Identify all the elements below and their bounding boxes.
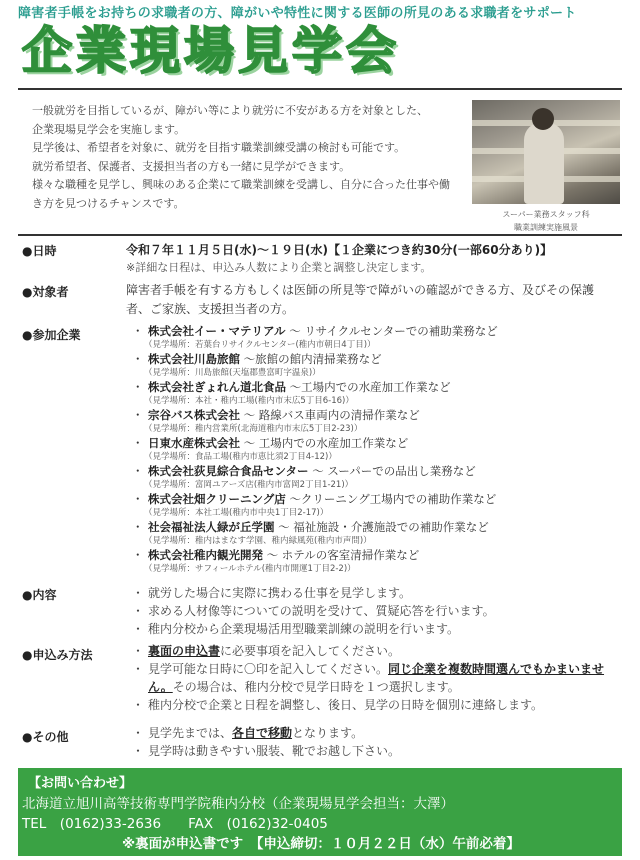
- divider: [18, 88, 622, 90]
- company-desc: ～ リサイクルセンターでの補助業務など: [289, 324, 498, 338]
- company-location: （見学場所：サフィールホテル(稚内市開運1丁目2-2)）: [144, 564, 356, 574]
- photo-person: [524, 122, 564, 204]
- company-item: [132, 408, 622, 436]
- company-desc: ～ ホテルの客室清掃作業など: [266, 548, 420, 562]
- company-name: 株式会社イー・マテリアル: [148, 324, 286, 338]
- company-item: [132, 380, 622, 408]
- apply-line: ん。その場合は、稚内分校で見学日時を１つ選択します。: [148, 680, 460, 694]
- other-line: ・ 見学時は動きやすい服装、靴でお越し下さい。: [132, 744, 401, 758]
- header-subtitle: 障害者手帳をお持ちの求職者の方、障がいや特性に関する医師の所見のある求職者をサポート: [18, 6, 577, 21]
- section-label-target: ●対象者: [22, 285, 69, 299]
- bullet: ・: [132, 380, 144, 394]
- company-name: 株式会社荻見綜合食品センター: [148, 464, 309, 478]
- target-line: 障害者手帳を有する方もしくは医師の所見等で障がいの確認ができる方、及びその保護: [126, 283, 595, 297]
- training-photo: [472, 100, 620, 204]
- company-name: 日東水産株式会社: [148, 436, 240, 450]
- company-location: （見学場所：富岡ユアーズ店(稚内市富岡2丁目1-21)）: [144, 480, 354, 490]
- company-desc: ～クリーニング工場内での補助作業など: [289, 492, 497, 506]
- contact-tel-fax: TEL (0162)33-2636 FAX (0162)32-0405: [22, 816, 328, 832]
- contact-label: 【お問い合わせ】: [28, 776, 133, 791]
- intro-line: 一般就労を目指しているが、障がい等により就労に不安がある方を対象とした、: [32, 104, 428, 117]
- bullet: ・: [132, 520, 144, 534]
- company-item: [132, 352, 622, 380]
- company-name: 株式会社ぎょれん道北食品: [148, 380, 286, 394]
- bullet: ・: [132, 464, 144, 478]
- other-line: ・ 見学先までは、各自で移動となります。: [132, 726, 364, 740]
- company-desc: ～工場内での水産加工作業など: [289, 380, 451, 394]
- company-location: （見学場所：本社工場(稚内市中央1丁目2-17)）: [144, 508, 329, 518]
- company-location: （見学場所：食品工場(稚内市恵比須2丁目4-12)）: [144, 452, 337, 462]
- bullet: ・: [132, 324, 144, 338]
- company-desc: ～ スーパーでの品出し業務など: [312, 464, 476, 478]
- company-location: （見学場所：若葉台リサイクルセンター(稚内市朝日4丁目)）: [144, 340, 376, 350]
- target-body: [126, 281, 626, 319]
- photo-caption-line: スーパー業務スタッフ科: [502, 210, 590, 219]
- section-label-companies: ●参加企業: [22, 328, 81, 342]
- apply-line: ・ 見学可能な日時に〇印を記入してください。同じ企業を複数時間選んでもかまいませ: [132, 662, 605, 676]
- deadline-notice: ※裏面が申込書です 【申込締切：１０月２２日（水）午前必着】: [122, 836, 520, 852]
- company-name: 宗谷バス株式会社: [148, 408, 240, 422]
- other-body: [132, 724, 632, 760]
- photo-caption-line: 職業訓練実施風景: [514, 223, 578, 232]
- photo-caption: [472, 208, 620, 234]
- bullet: ・: [132, 548, 144, 562]
- bullet: ・: [132, 408, 144, 422]
- company-item: [132, 492, 622, 520]
- page-title: 企業現場見学会: [22, 22, 400, 80]
- company-item: [132, 548, 622, 576]
- company-name: 株式会社川島旅館: [148, 352, 240, 366]
- intro-line: き方を見つけるチャンスです。: [32, 196, 185, 210]
- company-item: [132, 436, 622, 464]
- content-body: [132, 584, 632, 638]
- bullet: ・: [132, 352, 144, 366]
- intro-line: 見学後は、希望者を対象に、就労を目指す職業訓練受講の検討も可能です。: [32, 141, 406, 154]
- date-note: ※詳細な日程は、申込み人数により企業と調整し決定します。: [126, 261, 432, 274]
- bullet: ・: [132, 492, 144, 506]
- apply-line: ・ 稚内分校で企業と日程を調整し、後日、見学の日時を個別に連絡します。: [132, 698, 544, 712]
- company-desc: ～ 路線バス車両内の清掃作業など: [243, 408, 420, 422]
- company-location: （見学場所：本社・稚内工場(稚内市末広5丁目6-16)）: [144, 396, 354, 406]
- company-item: [132, 464, 622, 492]
- date-main: 令和７年１１月５日(水)～１９日(水)【１企業につき約30分(一部60分あり)】: [126, 243, 553, 257]
- contact-box: [18, 768, 622, 856]
- contact-org: 北海道立旭川高等技術専門学院稚内分校（企業現場見学会担当：大澤）: [22, 796, 454, 812]
- content-item: ・ 求める人材像等についての説明を受けて、質疑応答を行います。: [132, 604, 495, 618]
- company-item: [132, 324, 622, 352]
- bullet: ・: [132, 436, 144, 450]
- company-desc: ～ 工場内での水産加工作業など: [243, 436, 409, 450]
- photo-person-head: [532, 108, 554, 130]
- section-label-apply: ●申込み方法: [22, 648, 93, 662]
- company-desc: ～旅館の館内清掃業務など: [243, 352, 382, 366]
- section-label-content: ●内容: [22, 588, 57, 602]
- company-list: [132, 324, 622, 576]
- date-body: [126, 242, 626, 276]
- content-item: ・ 稚内分校から企業現場活用型職業訓練の説明を行います。: [132, 622, 460, 636]
- company-item: [132, 520, 622, 548]
- company-location: （見学場所：稚内はまなす学園、稚内緑風苑(稚内市声問)）: [144, 536, 372, 546]
- company-location: （見学場所：川島旅館(天塩郡豊富町字温泉)）: [144, 368, 321, 378]
- content-item: ・ 就労した場合に実際に携わる仕事を見学します。: [132, 586, 412, 600]
- company-name: 社会福祉法人緑が丘学園: [148, 520, 275, 534]
- company-location: （見学場所：稚内営業所(北海道稚内市末広5丁目2-23)）: [144, 424, 363, 434]
- target-line: 者、ご家族、支援担当者の方。: [126, 302, 295, 316]
- section-label-date: ●日時: [22, 244, 57, 258]
- company-name: 株式会社畑クリーニング店: [148, 492, 286, 506]
- divider: [18, 234, 622, 236]
- company-name: 株式会社稚内観光開発: [148, 548, 263, 562]
- apply-body: [132, 642, 632, 714]
- company-desc: ～ 福祉施設・介護施設での補助作業など: [278, 520, 489, 534]
- apply-line: ・ 裏面の申込書に必要事項を記入してください。: [132, 644, 401, 658]
- intro-line: 企業現場見学会を実施します。: [32, 122, 186, 136]
- section-label-other: ●その他: [22, 730, 69, 744]
- intro-line: 様々な職種を見学し、興味のある企業にて職業訓練を受講し、自分に合った仕事や働: [32, 178, 450, 191]
- intro-line: 就労希望者、保護者、支援担当者の方も一緒に見学ができます。: [32, 159, 351, 173]
- intro-text: [32, 102, 462, 213]
